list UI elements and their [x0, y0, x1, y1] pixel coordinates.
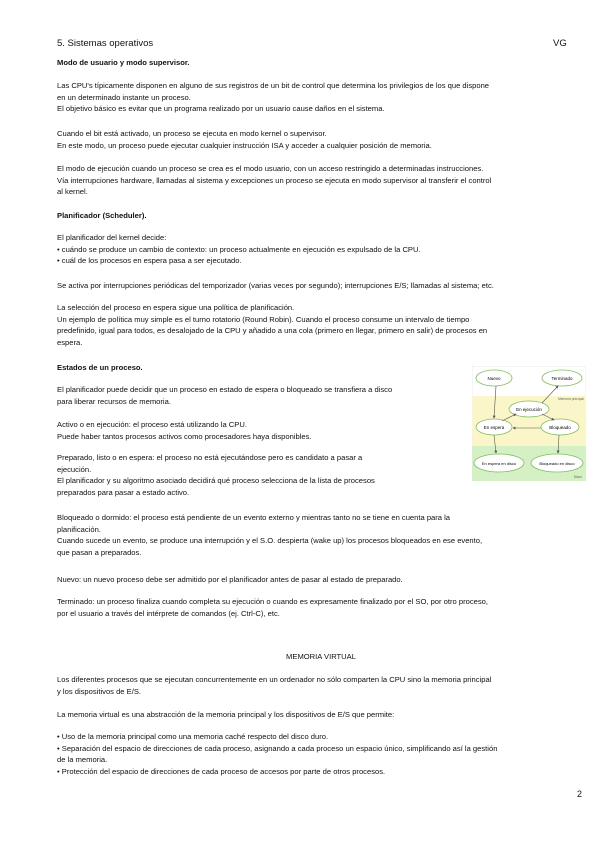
paragraph-modo-usuario [57, 163, 585, 198]
text-line: Puede haber tantos procesos activos como procesadores haya disponibles. [57, 431, 312, 441]
list-memoria-virtual [57, 731, 585, 777]
list-item: • Separación del espacio de direcciones de cada proceso, asignando a cada proceso un espacio único, simplificando así la gestión [57, 743, 498, 753]
text-line: espera. [57, 337, 83, 347]
header-title: 5. Sistemas operativos [57, 38, 154, 49]
paragraph-preparado [57, 452, 467, 498]
process-state-diagram [472, 366, 586, 481]
text-line: El modo de ejecución cuando un proceso se crea es el modo usuario, con un acceso restringido a determinadas instrucciones. [57, 164, 484, 173]
text-line: al kernel. [57, 187, 88, 197]
label-nuevo: Nuevo [487, 376, 501, 381]
text-line: planificación. [57, 524, 101, 534]
list-item: • Uso de la memoria principal como una memoria caché respecto del disco duro. [57, 732, 329, 741]
text-line: El planificador del kernel decide: [57, 233, 167, 242]
text-line: Vía interrupciones hardware, llamadas al sistema y excepciones un proceso se ejecuta en modo supervisor al transferir el control [57, 175, 492, 185]
label-bloqueado: Bloqueado [549, 425, 571, 430]
label-en-espera-disco: En espera en disco [481, 461, 517, 466]
header-initials: VG [553, 38, 567, 49]
paragraph-cpu-privilegios [57, 80, 585, 115]
paragraph-activacion: Se activa por interrupciones periódicas del temporizador (varias veces por segundo); interrupciones E/S; llamadas al sistema; etc. [57, 281, 494, 290]
text-line: En este modo, un proceso puede ejecutar cualquier instrucción ISA y acceder a cualquier posición de memoria. [57, 140, 432, 150]
paragraph-bloqueado [57, 512, 585, 558]
text-line: Preparado, listo o en espera: el proceso no está ejecutándose pero es candidato a pasar a [57, 453, 363, 462]
text-line: El planificador y su algoritmo asociado decidirá qué proceso selecciona de la lista de procesos [57, 476, 375, 486]
paragraph-politica [57, 302, 585, 348]
text-line: Los diferentes procesos que se ejecutan concurrentemente en un ordenador no sólo comparten la CPU sino la memoria principal [57, 675, 492, 684]
list-item-continuation: de la memoria. [57, 755, 108, 765]
list-item: • cuándo se produce un cambio de contexto: un proceso actualmente en ejecución es expulsado de la CPU. [57, 244, 421, 254]
section-heading-estados: Estados de un proceso. [57, 363, 143, 372]
paragraph-transferencia-disco [57, 384, 467, 407]
label-terminado: Terminado [551, 376, 573, 381]
text-line: El objetivo básico es evitar que un programa realizado por un usuario cause daños en el sistema. [57, 104, 385, 114]
label-bloqueado-disco: Bloqueado en disco [539, 461, 575, 466]
text-line: por el usuario a través del intérprete de comandos (ej. Ctrl-C), etc. [57, 608, 280, 618]
text-line: en un determinado instante un proceso. [57, 92, 191, 102]
paragraph-memoria-virtual: La memoria virtual es una abstracción de la memoria principal y los dispositivos de E/S que permite: [57, 710, 395, 719]
text-line: Las CPU's típicamente disponen en alguno de sus registros de un bit de control que determina los privilegios de los que dispone [57, 81, 490, 90]
text-line: y los dispositivos de E/S. [57, 686, 141, 696]
label-en-ejecucion: En ejecución [516, 407, 542, 412]
list-item: • Protección del espacio de direcciones de cada proceso de accesos por parte de otros procesos. [57, 766, 386, 776]
section-heading-memoria-virtual: MEMORIA VIRTUAL [286, 652, 356, 661]
paragraph-nuevo: Nuevo: un nuevo proceso debe ser admitido por el planificador antes de pasar al estado de preparado. [57, 575, 403, 584]
state-diagram-svg [472, 366, 586, 481]
text-line: que pasan a preparados. [57, 547, 142, 557]
text-line: Activo o en ejecución: el proceso está utilizando la CPU. [57, 420, 247, 429]
text-line: predefinido, igual para todos, es desalojado de la CPU y añadido a una cola (primero en llegar, primero en salir) de procesos en [57, 326, 488, 336]
paragraph-terminado [57, 596, 585, 619]
section-heading-planificador: Planificador (Scheduler). [57, 211, 147, 220]
label-memoria-principal: Memoria principal [557, 397, 584, 401]
text-line: preparados para pasar a estado activo. [57, 487, 190, 497]
section-heading-modo: Modo de usuario y modo supervisor. [57, 58, 190, 67]
paragraph-activo [57, 419, 467, 442]
text-line: El planificador puede decidir que un proceso en estado de espera o bloqueado se transfiera a disco [57, 385, 393, 394]
paragraph-modo-kernel [57, 128, 585, 151]
text-line: para liberar recursos de memoria. [57, 396, 171, 406]
paragraph-planificador-decide [57, 232, 585, 267]
text-line: Bloqueado o dormido: el proceso está pendiente de un evento externo y mientras tanto no se tiene en cuenta para la [57, 513, 451, 522]
page-number: 2 [577, 789, 583, 799]
paragraph-procesos-comparten [57, 674, 585, 697]
text-line: Un ejemplo de política muy simple es el turno rotatorio (Round Robin). Cuando el proceso consume un intervalo de tiempo [57, 314, 470, 324]
text-line: ejecución. [57, 464, 92, 474]
label-en-espera: En espera [483, 425, 505, 430]
text-line: La selección del proceso en espera sigue una política de planificación. [57, 303, 295, 312]
text-line: Terminado: un proceso finaliza cuando completa su ejecución o cuando es expresamente finalizado por el SO, por otro proceso, [57, 597, 488, 606]
label-disco: Disco [573, 475, 582, 479]
text-line: Cuando sucede un evento, se produce una interrupción y el S.O. despierta (wake up) los procesos bloqueados en ese evento, [57, 536, 483, 546]
list-item: • cuál de los procesos en espera pasa a ser ejecutado. [57, 256, 242, 266]
text-line: Cuando el bit está activado, un proceso se ejecuta en modo kernel o supervisor. [57, 129, 327, 138]
